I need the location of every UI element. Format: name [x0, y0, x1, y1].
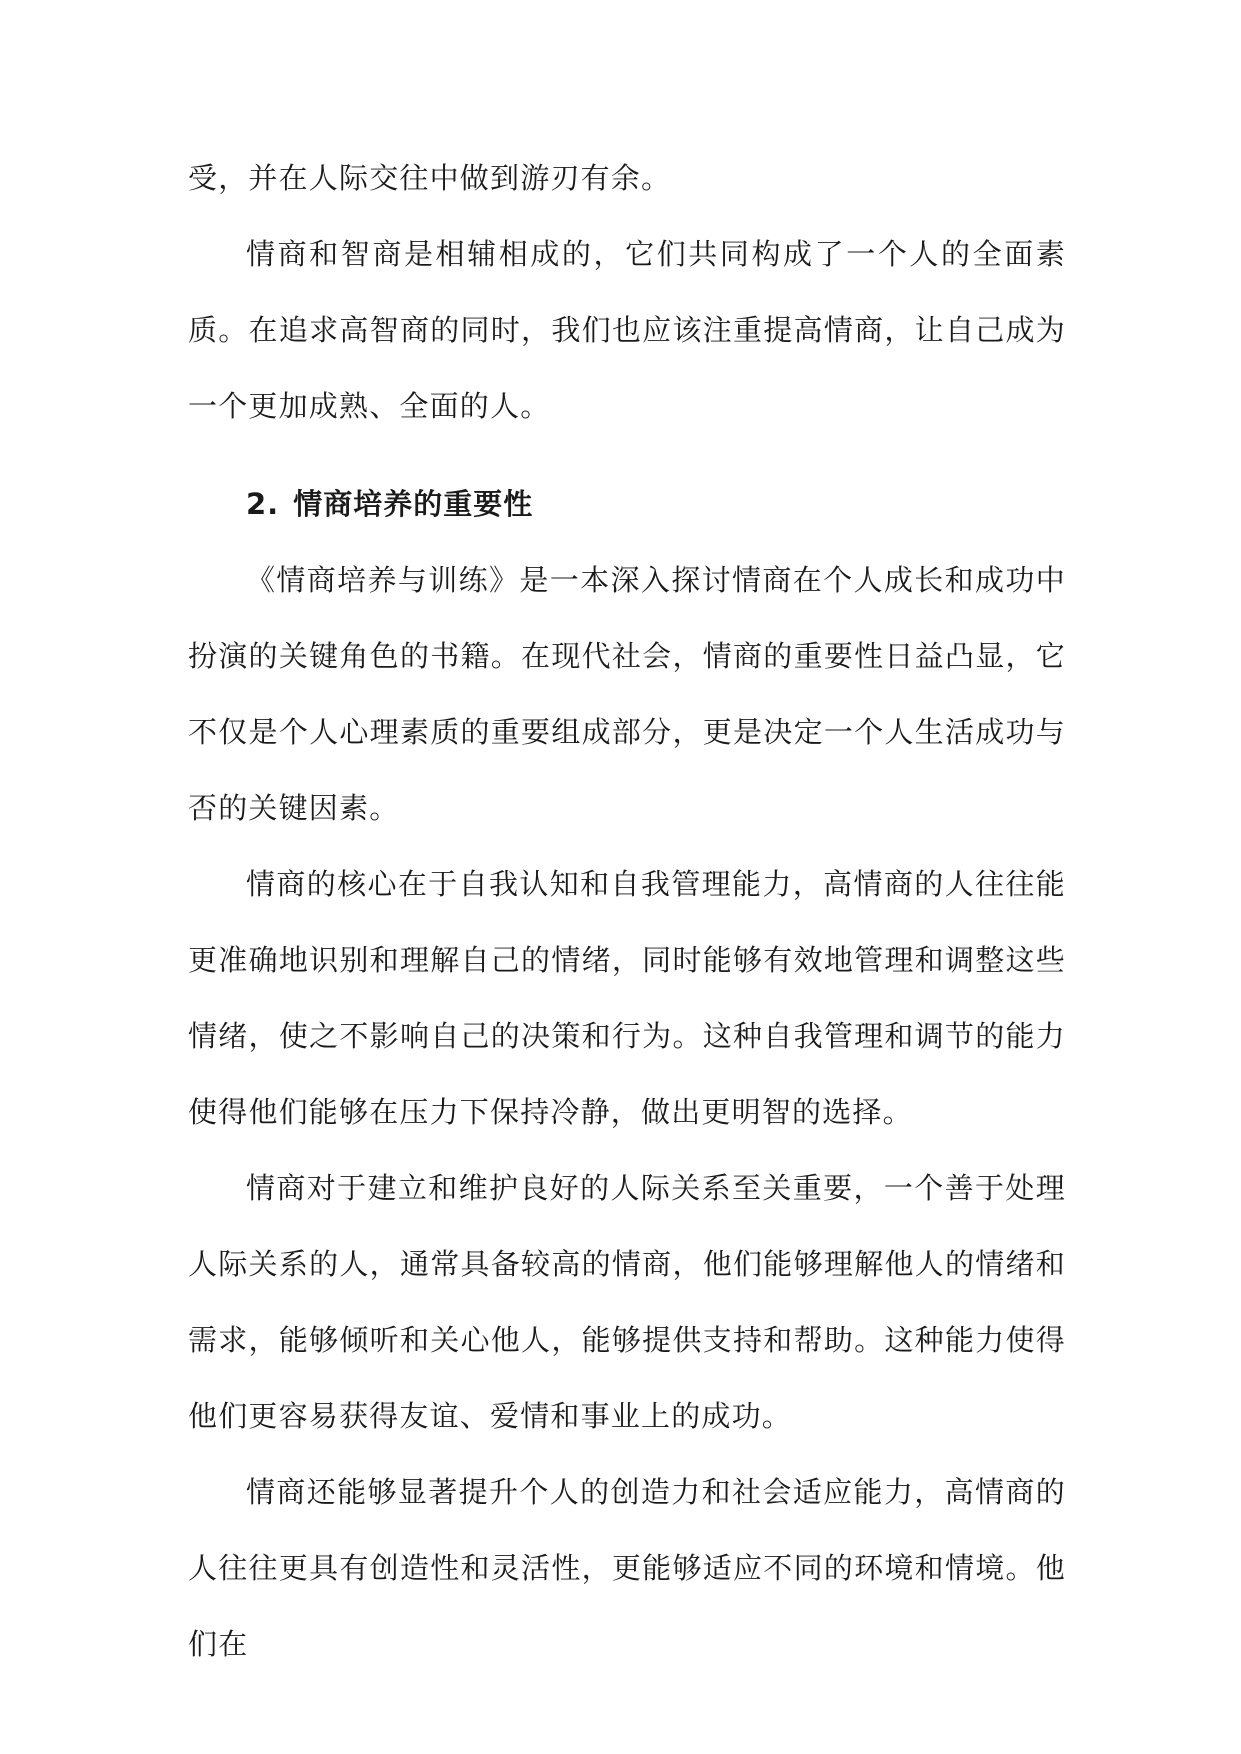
- paragraph-creativity: 情商还能够显著提升个人的创造力和社会适应能力，高情商的人往往更具有创造性和灵活性，更能够适应不同的环境和情境。他们在: [188, 1475, 1066, 1661]
- paragraph-relationships: 情商对于建立和维护良好的人际关系至关重要，一个善于处理人际关系的人，通常具备较高的情商，他们能够理解他人的情绪和需求，能够倾听和关心他人，能够提供支持和帮助。这种能力使得他们更容易获得友谊、爱情和事业上的成功。: [188, 1171, 1066, 1433]
- paragraph-eq-iq: 情商和智商是相辅相成的，它们共同构成了一个人的全面素质。在追求高智商的同时，我们也应该注重提高情商，让自己成为一个更加成熟、全面的人。: [188, 237, 1066, 423]
- paragraph-book-intro: 《情商培养与训练》是一本深入探讨情商在个人成长和成功中扮演的关键角色的书籍。在现代社会，情商的重要性日益凸显，它不仅是个人心理素质的重要组成部分，更是决定一个人生活成功与否的关键因素。: [188, 563, 1066, 825]
- section-heading: [188, 466, 1066, 542]
- paragraph-self-management: 情商的核心在于自我认知和自我管理能力，高情商的人往往能更准确地识别和理解自己的情绪，同时能够有效地管理和调整这些情绪，使之不影响自己的决策和行为。这种自我管理和调节的能力使得他们能够在压力下保持冷静，做出更明智的选择。: [188, 867, 1066, 1129]
- section-title: 情商培养的重要性: [293, 487, 534, 521]
- section-number: 2.: [246, 487, 280, 521]
- document-body: [188, 140, 1066, 1682]
- paragraph-continuation: 受，并在人际交往中做到游刃有余。: [188, 161, 672, 195]
